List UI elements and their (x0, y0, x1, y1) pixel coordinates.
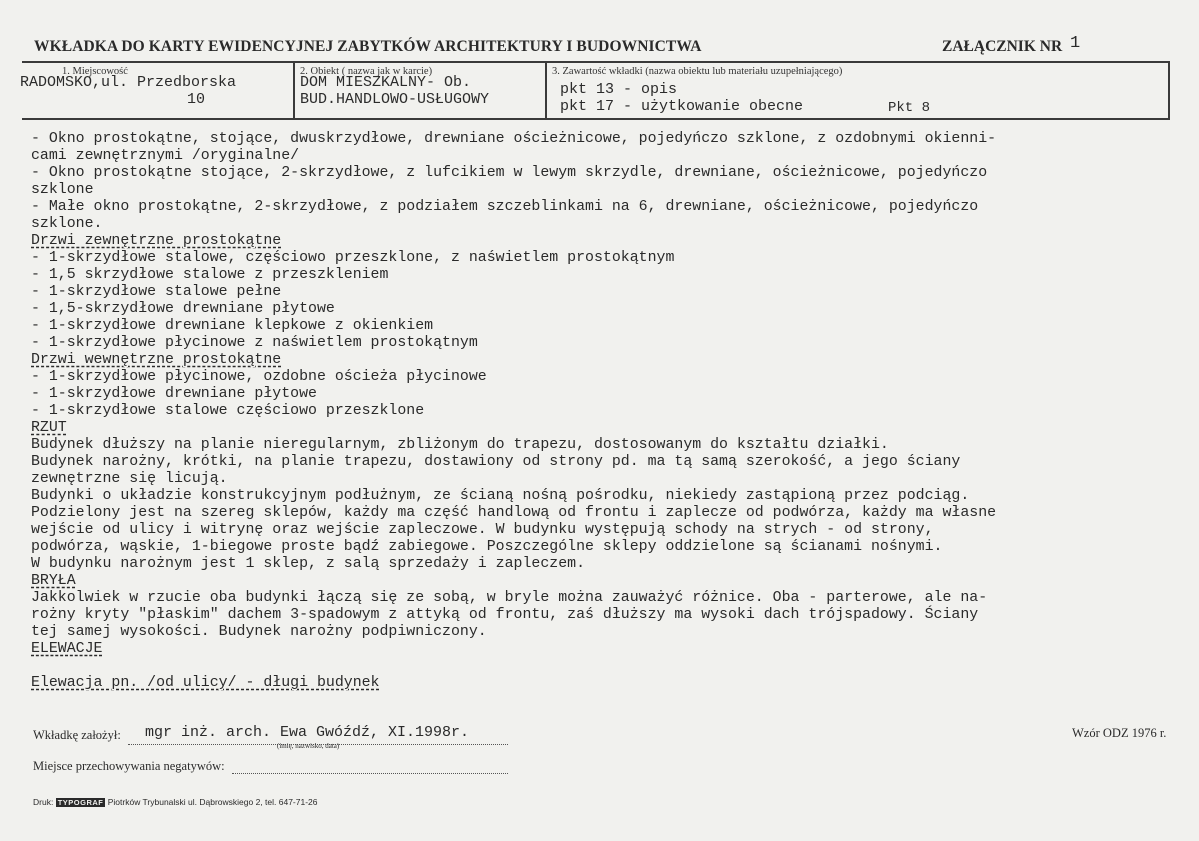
template-label: Wzór ODZ 1976 r. (1072, 726, 1167, 740)
body-line: Budynek dłuższy na planie nieregularnym, zbliżonym do trapezu, dostosowanym do kształtu działki. (31, 437, 889, 453)
printer-info (33, 797, 318, 807)
body-line: - 1-skrzydłowe stalowe częściowo przeszklone (31, 403, 425, 419)
body-line: Podzielony jest na szereg sklepów, każdy ma część handlową od frontu i zaplecze od podwórza, każdy ma własne (31, 505, 997, 521)
field-divider-2 (545, 61, 547, 119)
body-line: - 1,5 skrzydłowe stalowe z przeszkleniem (31, 267, 389, 283)
body-line: szklone. (31, 216, 103, 232)
body-line (31, 658, 1171, 675)
body-line: - 1-skrzydłowe drewniane płytowe (31, 386, 317, 402)
body-line: zewnętrzne się licują. (31, 471, 228, 487)
negatives-label: Miejsce przechowywania negatywów: (33, 759, 225, 773)
printer-stamp: TYPOGRAF (57, 798, 104, 807)
field-object-value-line2: BUD.HANDLOWO-USŁUGOWY (300, 91, 490, 108)
field-object-value-line1: DOM MIESZKALNY- Ob. (300, 74, 472, 91)
body-line: - 1-skrzydłowe stalowe, częściowo przeszklone, z naświetlem prostokątnym (31, 250, 675, 266)
field-divider-1 (293, 61, 295, 119)
field-contents-line2: pkt 17 - użytkowanie obecne (560, 98, 804, 115)
body-line: - 1-skrzydłowe płycinowe z naświetlem prostokątnym (31, 335, 478, 351)
field-locality-number: 10 (187, 91, 206, 108)
body-line: Budynek narożny, krótki, na planie trapezu, dostawiony od strony pd. ma tą samą szerokość, a jego ściany (31, 454, 961, 470)
annex-label: ZAŁĄCZNIK NR (942, 38, 1063, 55)
body-line: rożny kryty "płaskim" dachem 3-spadowym z attyką od frontu, zaś dłuższy ma wysoki dach trójspadowy. Ściany (31, 607, 979, 623)
field-contents-line1: pkt 13 - opis (560, 81, 678, 98)
section-heading-plan: RZUT (31, 420, 67, 436)
header-bottom-rule (22, 118, 1170, 120)
body-line: - Małe okno prostokątne, 2-skrzydłowe, z podziałem szczeblinkami na 6, drewniane, ościeżnicowe, pojedyńczo (31, 199, 979, 215)
section-heading-exterior-doors: Drzwi zewnętrzne prostokątne (31, 233, 282, 249)
body-line: W budynku narożnym jest 1 sklep, z salą sprzedaży i zapleczem. (31, 556, 586, 572)
body-line: - 1-skrzydłowe płycinowe, ozdobne ościeża płycinowe (31, 369, 487, 385)
typed-description (31, 131, 1171, 692)
section-heading-interior-doors: Drzwi wewnętrzne prostokątne (31, 352, 282, 368)
negatives-dotted-line (232, 773, 508, 774)
section-heading-elevations: ELEWACJE (31, 641, 103, 657)
body-line: szklone (31, 182, 94, 198)
body-line: Budynki o układzie konstrukcyjnym podłużnym, ze ścianą nośną pośrodku, niekiedy zastąpioną przez podciąg. (31, 488, 970, 504)
signature-value: mgr inż. arch. Ewa Gwóźdź, XI.1998r. (145, 724, 470, 741)
body-line: tej samej wysokości. Budynek narożny podpiwniczony. (31, 624, 487, 640)
body-line: wejście od ulicy i witrynę oraz wejście zapleczowe. W budynku występują schody na strych - od strony, (31, 522, 934, 538)
body-line: - Okno prostokątne, stojące, dwuskrzydłowe, drewniane ościeżnicowe, pojedyńczo szklone, z ozdobnymi okienni- (31, 131, 997, 147)
field-locality-value: RADOMSKO,ul. Przedborska (20, 74, 237, 91)
field-divider-end (1168, 61, 1170, 119)
body-line: - 1-skrzydłowe drewniane klepkowe z okienkiem (31, 318, 434, 334)
header-top-rule (22, 61, 1170, 63)
section-heading-massing: BRYŁA (31, 573, 76, 589)
body-line: podwórza, wąskie, 1-biegowe proste bądź zabiegowe. Poszczególne sklepy oddzielone są ścianami nośnymi. (31, 539, 943, 555)
field-object-caption: 2. Obiekt ( nazwa jak w karcie) (300, 66, 433, 77)
body-line: cami zewnętrznymi /oryginalne/ (31, 148, 300, 164)
annex-number: 1 (1070, 34, 1081, 53)
body-line: - Okno prostokątne stojące, 2-skrzydłowe, z lufcikiem w lewym skrzydle, drewniane, ościeżnicowe, pojedyńczo (31, 165, 988, 181)
field-contents-caption: 3. Zawartość wkładki (nazwa obiektu lub materiału uzupełniającego) (552, 66, 843, 77)
signature-caption: (imię, nazwisko, data) (277, 742, 340, 750)
body-line: - 1-skrzydłowe stalowe pełne (31, 284, 282, 300)
body-line: - 1,5-skrzydłowe drewniane płytowe (31, 301, 335, 317)
elevation-north-line: Elewacja pn. /od ulicy/ - długi budynek (31, 675, 380, 691)
printer-address: Piotrków Trybunalski ul. Dąbrowskiego 2, tel. 647-71-26 (107, 797, 318, 807)
body-line: Jakkolwiek w rzucie oba budynki łączą się ze sobą, w bryle można zauważyć różnice. Oba - parterowe, ale na- (31, 590, 988, 606)
signature-label: Wkładkę założył: (33, 728, 121, 742)
printer-prefix: Druk: (33, 797, 54, 807)
form-title: WKŁADKA DO KARTY EWIDENCYJNEJ ZABYTKÓW ARCHITEKTURY I BUDOWNICTWA (34, 38, 702, 55)
field-locality-caption: 1. Miejscowość (62, 66, 128, 77)
field-contents-point: Pkt 8 (888, 100, 931, 116)
